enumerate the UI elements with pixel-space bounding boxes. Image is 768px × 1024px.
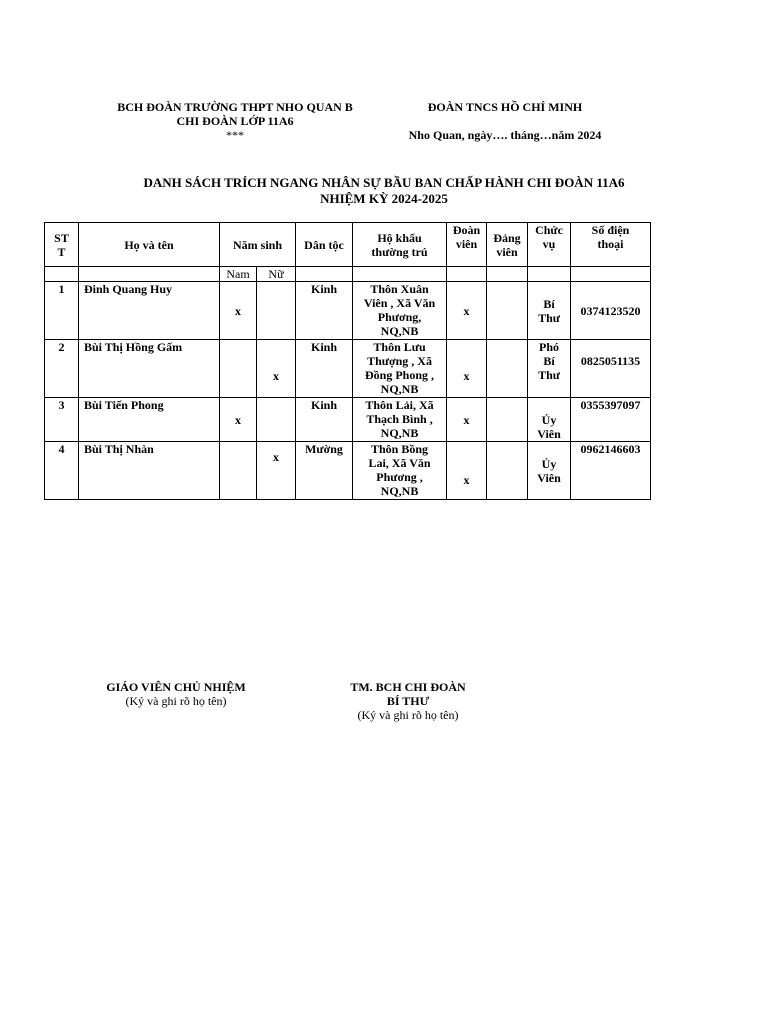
table-row	[45, 340, 651, 398]
col-header-position: Chức vụ	[528, 223, 571, 267]
signature-note-right: (Ký và ghi rõ họ tên)	[357, 708, 459, 722]
row-ethnicity: Kinh	[296, 398, 353, 442]
col-header-union-member: Đoàn viên	[447, 223, 487, 267]
row-female	[257, 398, 296, 442]
col-header-ethnicity: Dân tộc	[296, 223, 353, 267]
row-male	[220, 442, 257, 500]
document-title	[44, 175, 724, 207]
row-ethnicity: Kinh	[296, 282, 353, 340]
col-header-residence: Hộ khẩu thường trú	[353, 223, 447, 267]
row-phone: 0962146603	[571, 442, 651, 500]
row-name: Đinh Quang Huy	[79, 282, 220, 340]
union-committee-title: TM. BCH CHI ĐOÀN	[350, 680, 466, 694]
header-stars: ***	[226, 128, 244, 142]
col-header-party-member: Đảng viên	[487, 223, 528, 267]
secretary-title: BÍ THƯ	[386, 694, 430, 708]
signature-note-left: (Ký và ghi rõ họ tên)	[125, 694, 227, 708]
row-name: Bùi Thị Nhàn	[79, 442, 220, 500]
table-row	[45, 398, 651, 442]
row-phone: 0825051135	[571, 340, 651, 398]
row-female: x	[257, 442, 296, 500]
row-residence: Thôn Lưu Thượng , Xã Đồng Phong , NQ,NB	[353, 340, 447, 398]
col-header-stt: ST T	[45, 223, 79, 267]
member-table	[44, 222, 651, 500]
table-row	[45, 442, 651, 500]
row-male: x	[220, 282, 257, 340]
school-union-name: BCH ĐOÀN TRƯỜNG THPT NHO QUAN B	[117, 100, 353, 114]
row-union-member: x	[447, 398, 487, 442]
table-subheader-row	[45, 267, 651, 282]
header-right	[395, 100, 615, 142]
row-position: Ủy Viên	[528, 442, 571, 500]
row-male	[220, 340, 257, 398]
row-stt: 1	[45, 282, 79, 340]
table-header-row	[45, 223, 651, 267]
title-line-2: NHIỆM KỲ 2024-2025	[320, 191, 448, 206]
row-party-member	[487, 282, 528, 340]
row-phone: 0355397097	[571, 398, 651, 442]
row-position: Ủy Viên	[528, 398, 571, 442]
row-name: Bùi Thị Hồng Gấm	[79, 340, 220, 398]
homeroom-teacher-title: GIÁO VIÊN CHỦ NHIỆM	[106, 680, 246, 694]
row-ethnicity: Kinh	[296, 340, 353, 398]
row-union-member: x	[447, 340, 487, 398]
place-date-line: Nho Quan, ngày…. tháng…năm 2024	[408, 128, 602, 142]
class-union-name: CHI ĐOÀN LỚP 11A6	[176, 114, 294, 128]
row-female: x	[257, 340, 296, 398]
row-position: Phó Bí Thư	[528, 340, 571, 398]
row-female	[257, 282, 296, 340]
row-party-member	[487, 398, 528, 442]
row-phone: 0374123520	[571, 282, 651, 340]
col-header-female: Nữ	[257, 267, 296, 282]
row-residence: Thôn Lải, Xã Thạch Bình , NQ,NB	[353, 398, 447, 442]
row-union-member: x	[447, 442, 487, 500]
row-name: Bùi Tiến Phong	[79, 398, 220, 442]
signature-right	[318, 680, 498, 722]
row-male: x	[220, 398, 257, 442]
col-header-phone: Số điện thoại	[571, 223, 651, 267]
header-left	[100, 100, 370, 142]
row-ethnicity: Mường	[296, 442, 353, 500]
organization-name: ĐOÀN TNCS HỒ CHÍ MINH	[427, 100, 583, 114]
row-stt: 3	[45, 398, 79, 442]
col-header-birth-year: Năm sinh	[220, 223, 296, 267]
row-residence: Thôn Bồng Lai, Xã Văn Phương , NQ,NB	[353, 442, 447, 500]
row-union-member: x	[447, 282, 487, 340]
row-position: Bí Thư	[528, 282, 571, 340]
row-stt: 4	[45, 442, 79, 500]
table-row	[45, 282, 651, 340]
title-line-1: DANH SÁCH TRÍCH NGANG NHÂN SỰ BẦU BAN CHẤP HÀNH CHI ĐOÀN 11A6	[143, 175, 625, 190]
row-residence: Thôn Xuân Viên , Xã Văn Phương, NQ,NB	[353, 282, 447, 340]
row-party-member	[487, 340, 528, 398]
col-header-male: Nam	[220, 267, 257, 282]
row-stt: 2	[45, 340, 79, 398]
col-header-name: Họ và tên	[79, 223, 220, 267]
row-party-member	[487, 442, 528, 500]
signature-left	[86, 680, 266, 708]
